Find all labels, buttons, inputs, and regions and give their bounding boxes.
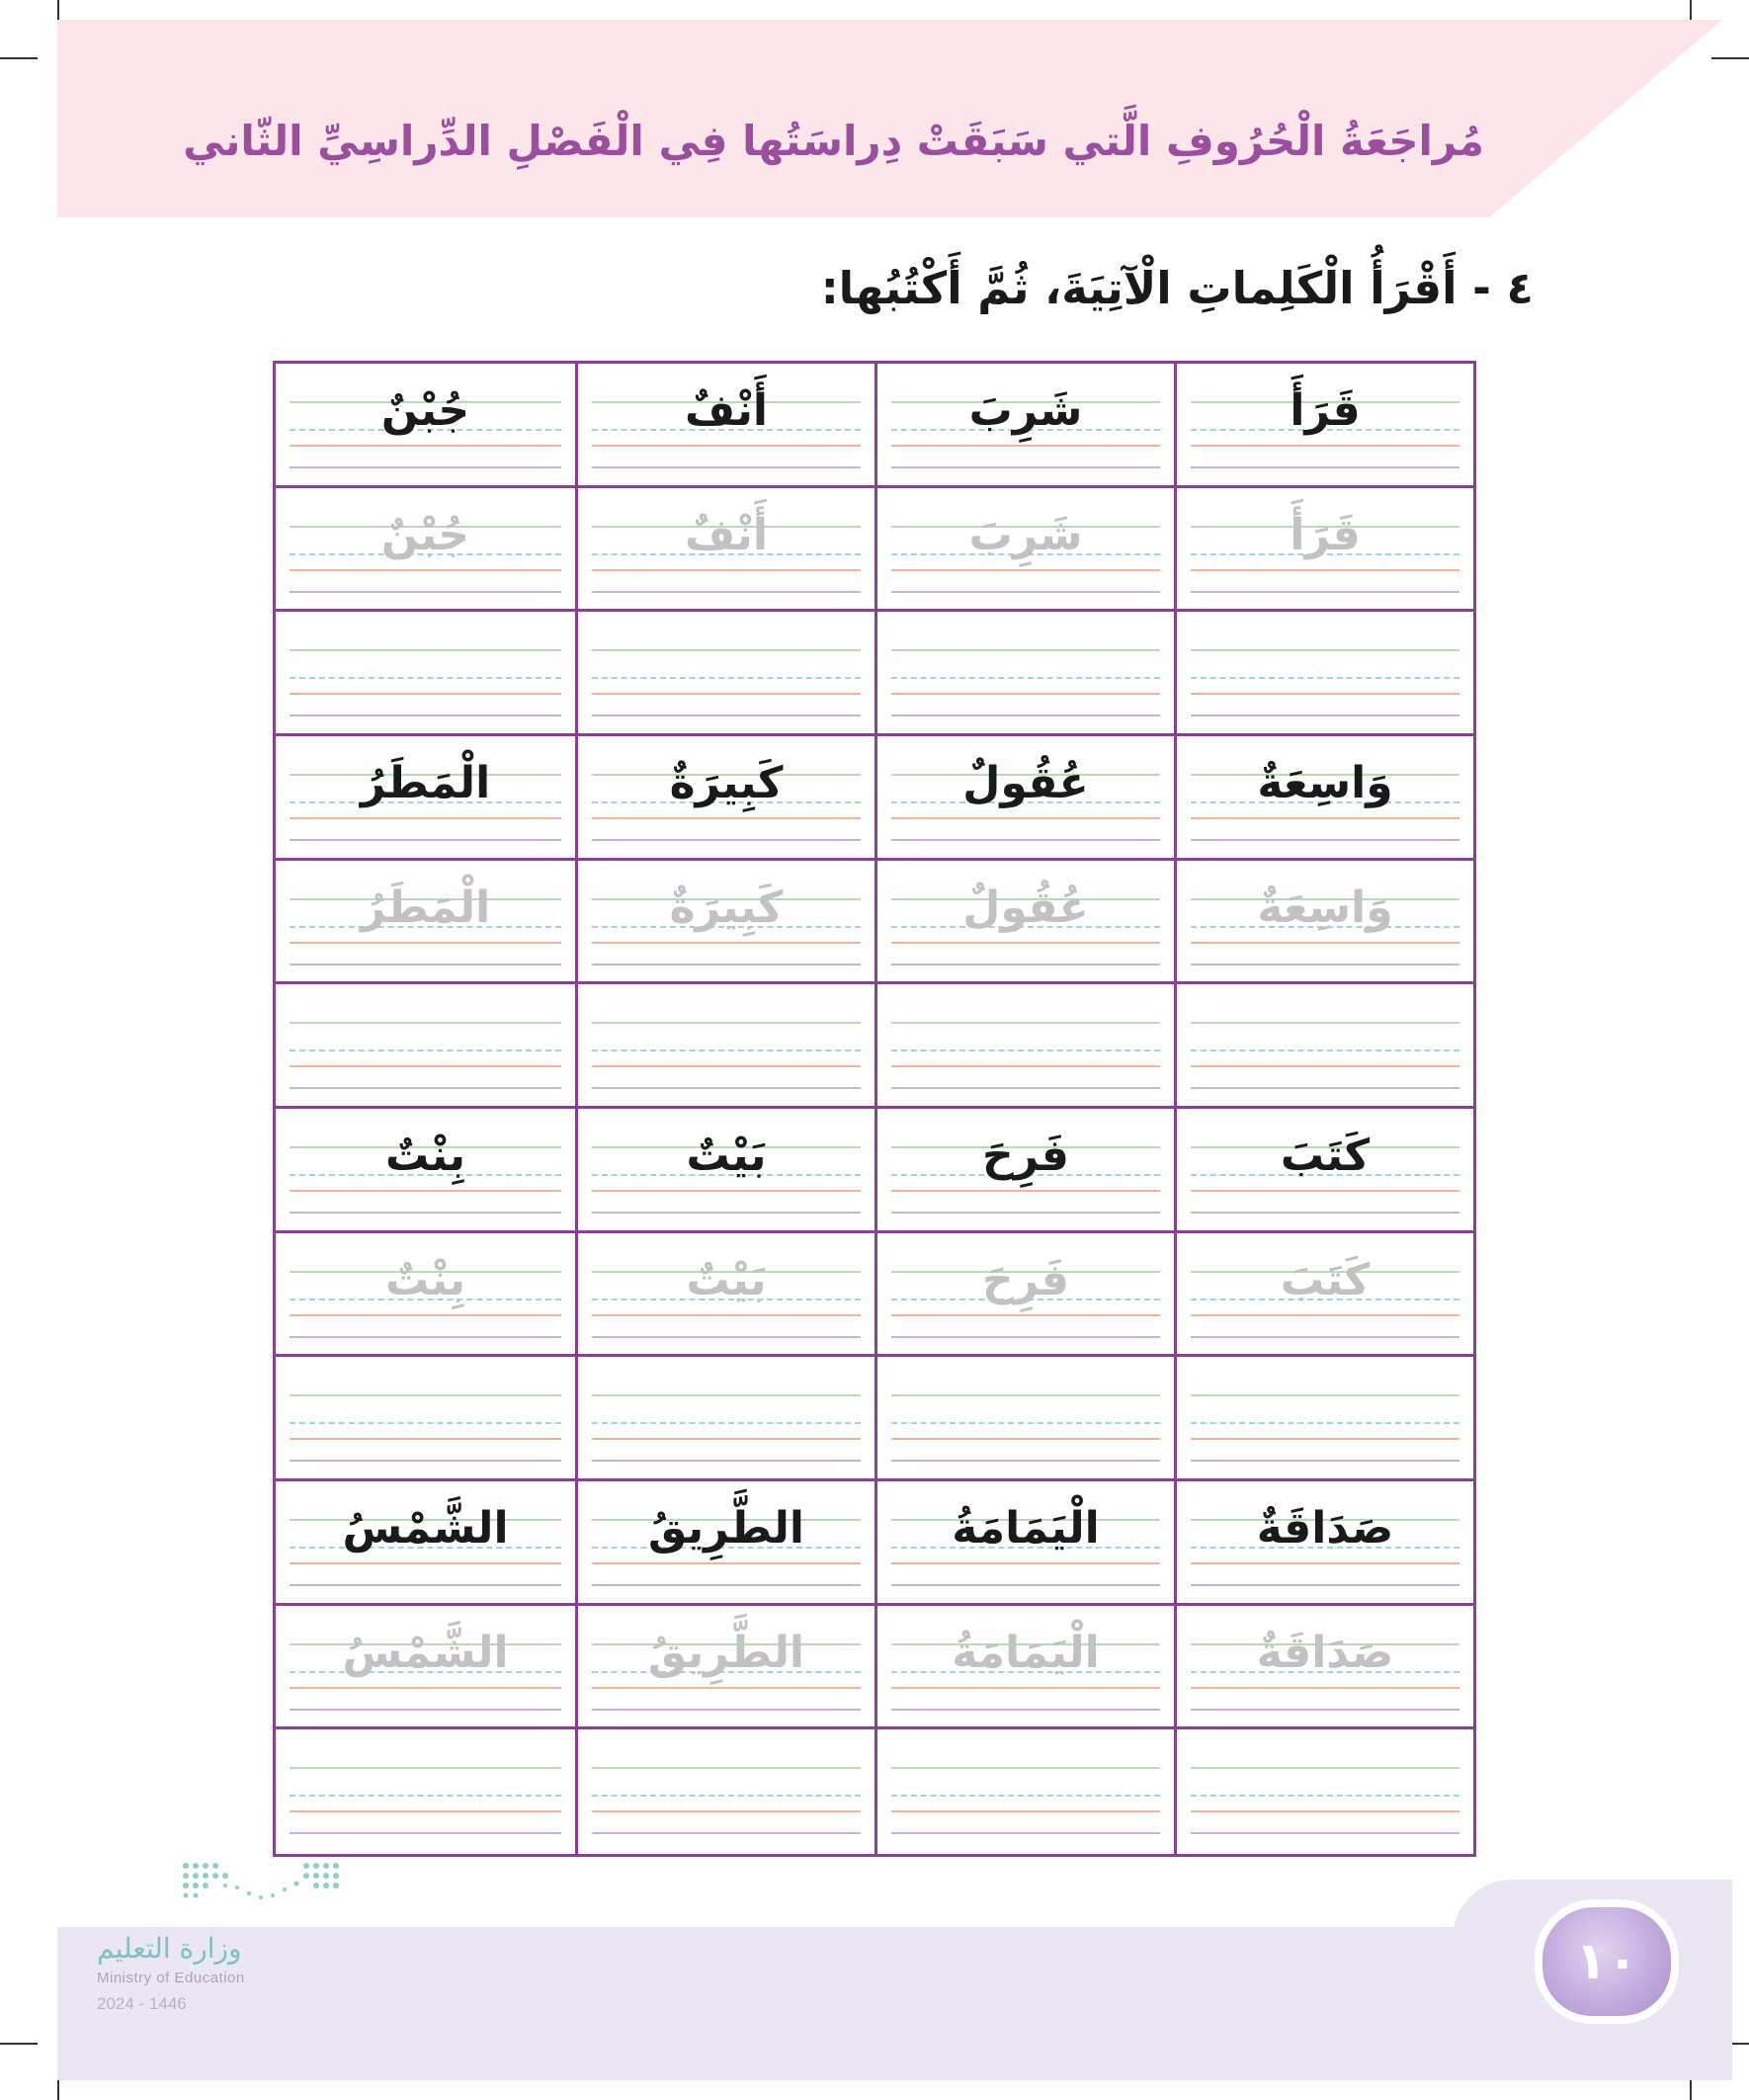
trace-word: عُقُولٌ — [962, 882, 1089, 933]
word-cell — [575, 1481, 874, 1606]
guide-line — [891, 1336, 1160, 1338]
guide-line — [1191, 942, 1459, 944]
guide-line — [290, 817, 561, 819]
guide-line — [592, 677, 861, 679]
guide-line — [1191, 1810, 1459, 1812]
writing-cell[interactable] — [575, 1357, 874, 1481]
guide-line — [290, 1795, 561, 1797]
guide-line — [1191, 839, 1459, 841]
guide-line — [1191, 1336, 1459, 1338]
writing-cell[interactable] — [1174, 1729, 1473, 1854]
guide-line — [891, 1314, 1160, 1316]
trace-cell — [276, 488, 575, 613]
writing-cell[interactable] — [575, 612, 874, 736]
word-cell — [276, 364, 575, 488]
model-word: الشَّمْسُ — [342, 1502, 509, 1554]
guide-line — [290, 1687, 561, 1689]
guide-line — [1191, 1087, 1459, 1089]
guide-line — [290, 1810, 561, 1812]
guide-line — [592, 1422, 861, 1424]
trace-word: وَاسِعَةٌ — [1257, 882, 1393, 933]
guide-line — [592, 1709, 861, 1711]
guide-line — [1191, 714, 1459, 716]
guide-line — [290, 1832, 561, 1834]
word-cell — [1174, 1109, 1473, 1233]
model-word: الطَّرِيقُ — [647, 1502, 805, 1554]
guide-line — [290, 591, 561, 593]
trace-cell — [1174, 1233, 1473, 1358]
guide-line — [1191, 1022, 1459, 1024]
guide-line — [592, 1562, 861, 1564]
word-cell — [1174, 736, 1473, 861]
crop-mark — [0, 57, 38, 59]
writing-cell[interactable] — [1174, 1357, 1473, 1481]
guide-line — [592, 1767, 861, 1769]
footer-band — [57, 1927, 1732, 2080]
guide-line — [290, 1767, 561, 1769]
writing-cell[interactable] — [874, 1729, 1174, 1854]
guide-line — [1191, 1065, 1459, 1067]
guide-line — [891, 677, 1160, 679]
writing-cell[interactable] — [276, 984, 575, 1109]
trace-word: قَرَأَ — [1290, 509, 1361, 560]
guide-line — [592, 942, 861, 944]
guide-line — [891, 1022, 1160, 1024]
guide-line — [290, 714, 561, 716]
writing-cell[interactable] — [1174, 984, 1473, 1109]
guide-line — [592, 1050, 861, 1051]
guide-line — [1191, 1394, 1459, 1396]
trace-word: صَدَاقَةٌ — [1256, 1627, 1394, 1678]
guide-line — [891, 1087, 1160, 1089]
crop-mark — [1711, 57, 1749, 59]
guide-line — [1191, 1832, 1459, 1834]
trace-word: بَيْتٌ — [686, 1254, 767, 1305]
model-word: بِنْتٌ — [384, 1130, 466, 1181]
trace-cell — [575, 1606, 874, 1730]
page-number: ١٠ — [1535, 1899, 1679, 2024]
guide-line — [592, 445, 861, 447]
guide-line — [1191, 693, 1459, 695]
guide-line — [290, 1190, 561, 1192]
model-word: صَدَاقَةٌ — [1256, 1502, 1394, 1554]
guide-line — [592, 1336, 861, 1338]
guide-line — [1191, 569, 1459, 571]
writing-cell[interactable] — [874, 1357, 1174, 1481]
trace-word: كَتَبَ — [1280, 1254, 1371, 1305]
guide-line — [290, 1314, 561, 1316]
trace-cell — [874, 488, 1174, 613]
guide-line — [1191, 649, 1459, 651]
word-cell — [1174, 1481, 1473, 1606]
model-word: كَبِيرَةٌ — [669, 757, 784, 808]
guide-line — [290, 569, 561, 571]
trace-cell — [874, 1606, 1174, 1730]
writing-cell[interactable] — [874, 984, 1174, 1109]
guide-line — [1191, 1438, 1459, 1440]
guide-line — [1191, 1212, 1459, 1214]
crop-mark — [0, 2043, 38, 2045]
guide-line — [592, 1394, 861, 1396]
guide-line — [592, 964, 861, 966]
ministry-name-arabic: وزارة التعليم — [97, 1932, 242, 1965]
trace-word: شَرِبَ — [968, 509, 1083, 560]
guide-line — [290, 677, 561, 679]
word-cell — [874, 736, 1174, 861]
guide-line — [290, 1562, 561, 1564]
guide-line — [592, 839, 861, 841]
model-word: الْيَمَامَةُ — [952, 1502, 1100, 1554]
guide-line — [891, 1212, 1160, 1214]
exercise-instruction: ٤ - أَقْرَأُ الْكَلِماتِ الْآتِيَةَ، ثُمَّ أَكْتُبُها: — [820, 262, 1534, 314]
writing-cell[interactable] — [575, 984, 874, 1109]
trace-cell — [575, 861, 874, 985]
guide-line — [290, 1022, 561, 1024]
trace-word: الْيَمَامَةُ — [952, 1627, 1100, 1678]
guide-line — [592, 1584, 861, 1586]
guide-line — [1191, 964, 1459, 966]
guide-line — [290, 1584, 561, 1586]
trace-cell — [874, 861, 1174, 985]
trace-word: بِنْتٌ — [384, 1254, 466, 1305]
word-cell — [276, 1481, 575, 1606]
guide-line — [1191, 1460, 1459, 1462]
guide-line — [592, 591, 861, 593]
ministry-name-english: Ministry of Education — [97, 1970, 245, 1986]
guide-line — [891, 693, 1160, 695]
guide-line — [1191, 1709, 1459, 1711]
trace-word: الطَّرِيقُ — [647, 1627, 805, 1678]
guide-line — [290, 466, 561, 468]
guide-line — [592, 1795, 861, 1797]
guide-line — [891, 445, 1160, 447]
guide-line — [290, 1438, 561, 1440]
word-cell — [1174, 364, 1473, 488]
guide-line — [592, 1832, 861, 1834]
guide-line — [1191, 1190, 1459, 1192]
trace-cell — [276, 1233, 575, 1358]
guide-line — [891, 1709, 1160, 1711]
guide-line — [592, 1314, 861, 1316]
guide-line — [1191, 1767, 1459, 1769]
trace-word: أَنْفٌ — [684, 509, 768, 560]
trace-cell — [1174, 1606, 1473, 1730]
guide-line — [290, 1394, 561, 1396]
trace-word: الشَّمْسُ — [342, 1627, 509, 1678]
writing-cell[interactable] — [874, 612, 1174, 736]
guide-line — [290, 964, 561, 966]
guide-line — [592, 1212, 861, 1214]
model-word: قَرَأَ — [1290, 385, 1361, 436]
guide-line — [592, 714, 861, 716]
guide-line — [891, 964, 1160, 966]
guide-line — [891, 714, 1160, 716]
guide-line — [1191, 1584, 1459, 1586]
guide-line — [1191, 591, 1459, 593]
trace-word: الْمَطَرُ — [360, 882, 491, 933]
guide-line — [290, 1460, 561, 1462]
guide-line — [891, 1584, 1160, 1586]
guide-line — [290, 1212, 561, 1214]
guide-line — [891, 1050, 1160, 1051]
trace-cell — [276, 861, 575, 985]
guide-line — [891, 649, 1160, 651]
writing-cell[interactable] — [276, 612, 575, 736]
guide-line — [592, 1687, 861, 1689]
guide-line — [891, 1394, 1160, 1396]
guide-line — [290, 693, 561, 695]
guide-line — [1191, 817, 1459, 819]
trace-word: جُبْنٌ — [380, 509, 470, 560]
model-word: بَيْتٌ — [686, 1130, 767, 1181]
guide-line — [1191, 1687, 1459, 1689]
guide-line — [891, 1460, 1160, 1462]
guide-line — [891, 1795, 1160, 1797]
model-word: جُبْنٌ — [380, 385, 470, 436]
word-cell — [575, 736, 874, 861]
guide-line — [891, 1562, 1160, 1564]
guide-line — [290, 649, 561, 651]
trace-cell — [276, 1606, 575, 1730]
guide-line — [891, 942, 1160, 944]
model-word: الْمَطَرُ — [360, 757, 491, 808]
model-word: وَاسِعَةٌ — [1257, 757, 1393, 808]
word-cell — [874, 364, 1174, 488]
guide-line — [592, 569, 861, 571]
model-word: عُقُولٌ — [962, 757, 1089, 808]
guide-line — [592, 1087, 861, 1089]
guide-line — [592, 649, 861, 651]
guide-line — [290, 1709, 561, 1711]
trace-cell — [874, 1233, 1174, 1358]
writing-practice-grid — [273, 361, 1476, 1857]
guide-line — [290, 839, 561, 841]
model-word: فَرِحَ — [982, 1130, 1069, 1181]
model-word: شَرِبَ — [968, 385, 1083, 436]
trace-cell — [575, 488, 874, 613]
guide-line — [891, 1767, 1160, 1769]
model-word: أَنْفٌ — [684, 385, 768, 436]
guide-line — [891, 569, 1160, 571]
trace-word: فَرِحَ — [982, 1254, 1069, 1305]
guide-line — [290, 1050, 561, 1051]
guide-line — [891, 1438, 1160, 1440]
guide-line — [592, 1460, 861, 1462]
trace-word: كَبِيرَةٌ — [669, 882, 784, 933]
guide-line — [1191, 445, 1459, 447]
trace-cell — [575, 1233, 874, 1358]
guide-line — [290, 1065, 561, 1067]
writing-cell[interactable] — [276, 1357, 575, 1481]
guide-line — [290, 1336, 561, 1338]
guide-line — [891, 1065, 1160, 1067]
guide-line — [891, 1687, 1160, 1689]
word-cell — [276, 736, 575, 861]
guide-line — [592, 1810, 861, 1812]
word-cell — [575, 1109, 874, 1233]
guide-line — [891, 591, 1160, 593]
guide-line — [1191, 1314, 1459, 1316]
writing-cell[interactable] — [1174, 612, 1473, 736]
guide-line — [1191, 1795, 1459, 1797]
word-cell — [874, 1109, 1174, 1233]
model-word: كَتَبَ — [1280, 1130, 1371, 1181]
word-cell — [276, 1109, 575, 1233]
writing-cell[interactable] — [276, 1729, 575, 1854]
word-cell — [575, 364, 874, 488]
guide-line — [891, 1422, 1160, 1424]
guide-line — [891, 839, 1160, 841]
guide-line — [891, 1190, 1160, 1192]
guide-line — [592, 1438, 861, 1440]
guide-line — [290, 942, 561, 944]
guide-line — [290, 1087, 561, 1089]
guide-line — [592, 817, 861, 819]
page-title: مُراجَعَةُ الْحُرُوفِ الَّتي سَبَقَتْ دِراسَتُها فِي الْفَصْلِ الدِّراسِيِّ الثّاني — [183, 117, 1484, 165]
guide-line — [891, 1832, 1160, 1834]
guide-line — [1191, 1562, 1459, 1564]
guide-line — [290, 445, 561, 447]
edition-year: 2024 - 1446 — [97, 1994, 187, 2013]
trace-cell — [1174, 488, 1473, 613]
guide-line — [1191, 1422, 1459, 1424]
guide-line — [592, 466, 861, 468]
guide-line — [1191, 1050, 1459, 1051]
guide-line — [891, 466, 1160, 468]
guide-line — [1191, 466, 1459, 468]
writing-cell[interactable] — [575, 1729, 874, 1854]
ministry-logo-icon — [178, 1858, 351, 1907]
guide-line — [891, 817, 1160, 819]
guide-line — [592, 693, 861, 695]
guide-line — [592, 1022, 861, 1024]
guide-line — [592, 1065, 861, 1067]
trace-cell — [1174, 861, 1473, 985]
guide-line — [592, 1190, 861, 1192]
guide-line — [290, 1422, 561, 1424]
guide-line — [891, 1810, 1160, 1812]
word-cell — [874, 1481, 1174, 1606]
guide-line — [1191, 677, 1459, 679]
